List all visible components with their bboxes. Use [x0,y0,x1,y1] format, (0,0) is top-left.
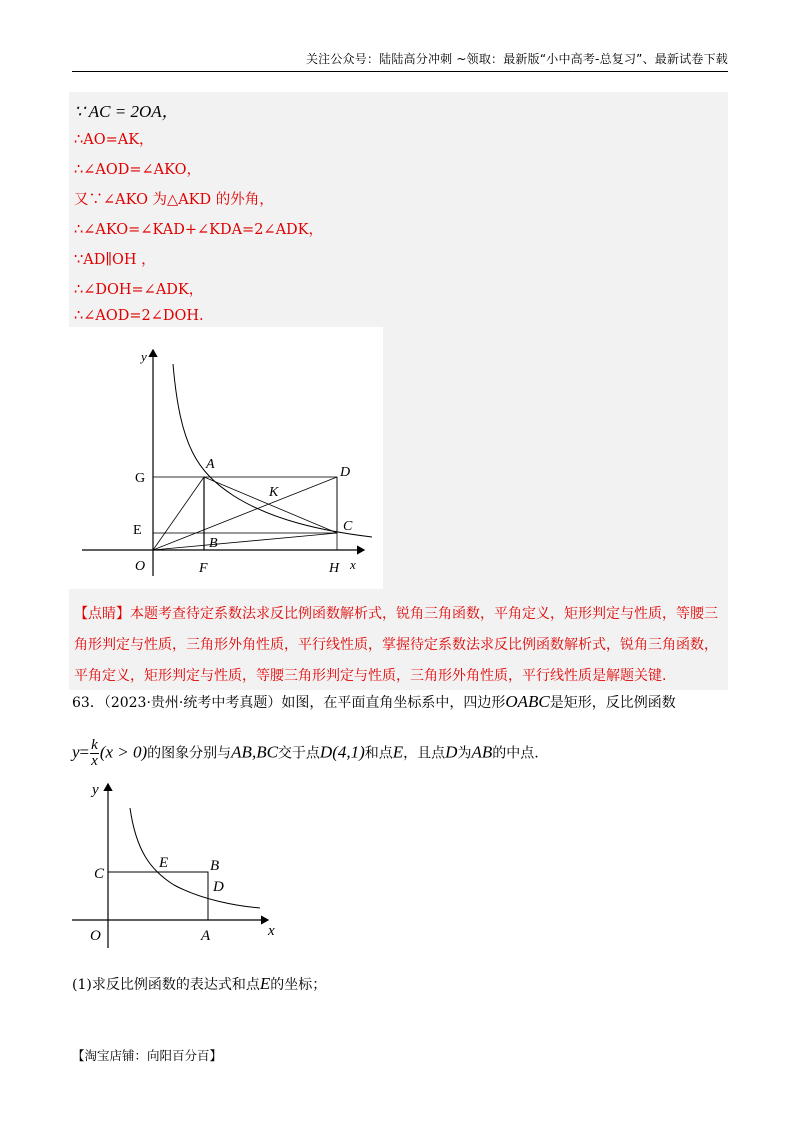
fig2-label-c: C [94,866,105,882]
fraction-k-over-x: $\frac{k}{x}$ [91,737,98,769]
fig1-label-b: B [209,536,218,551]
fig1-label-g: G [135,471,146,486]
fig2-label-b: B [210,858,220,874]
question-function-line: y= $\frac{k}{x}$ (x > 0)的图象分别与AB,BC交于点D(4,1)和点E，且点D为AB的中点. [72,737,539,769]
fig1-line-od [153,477,337,550]
fig1-label-f: F [199,561,208,576]
page-footer: 【淘宝店铺：向阳百分百】 [72,1048,223,1063]
fig1-label-o: O [135,559,146,574]
note-line-1: 【点睛】本题考查待定系数法求反比例函数解析式，锐角三角函数，平角定义，矩形判定与性质，等腰三 [74,606,718,622]
fig1-rect-agdh [153,477,337,533]
fig1-label-h: H [329,561,340,576]
fig1-line-oc [153,533,337,550]
fig2-curve [130,808,260,908]
fig1-curve [173,364,372,537]
page-header: 关注公众号：陆陆高分冲刺 ~领取：最新版“小中高考-总复习”、最新试卷下载 [72,50,728,72]
fig1-label-k: K [269,485,279,500]
fig1-label-x: x [350,557,356,572]
fig1-label-c: C [343,519,353,534]
fig1-line-ao [153,477,204,550]
figure1-diagram [72,336,383,591]
fig2-label-e: E [159,855,169,871]
solution-line-6: ∵AD∥OH ， [74,252,156,268]
fig1-label-y: y [141,349,147,364]
fig2-label-x: x [268,923,275,939]
fig2-rect-oabc [108,872,208,920]
figure1-side-shade [383,327,728,589]
fig2-label-y: y [92,782,99,798]
figure2-diagram [72,778,287,950]
fig2-label-o: O [90,928,101,944]
note-line-3: 平角定义，矩形判定与性质，等腰三角形判定与性质，三角形外角性质，平行线性质是解题关键. [74,668,667,684]
fig2-label-d: D [213,879,224,895]
solution-line-5: ∴∠AKO=∠KAD+∠KDA=2∠ADK， [74,222,323,238]
solution-line-4: 又∵∠AKO 为△AKD 的外角， [74,192,274,208]
question-part-1: (1)求反比例函数的表达式和点E的坐标； [72,974,327,993]
note-line-2: 角形判定与性质，三角形外角性质，平行线性质，掌握待定系数法求反比例函数解析式，锐角三角函数， [74,637,718,653]
fig1-label-e: E [133,523,142,538]
fig2-label-a: A [201,928,211,944]
solution-line-2: ∴AO=AK， [74,132,154,148]
fig1-label-d: D [340,465,351,480]
solution-line-3: ∴∠AOD=∠AKO， [74,162,201,178]
solution-line-1: ∵ AC = 2OA， [74,102,179,121]
fig1-label-a: A [206,457,215,472]
solution-line-7: ∴∠DOH=∠ADK， [74,282,204,298]
question-intro: 63．（2023·贵州·统考中考真题）如图，在平面直角坐标系中，四边形OABC是矩形，反比例函数 [72,692,676,711]
solution-line-8: ∴∠AOD=2∠DOH. [74,308,204,324]
